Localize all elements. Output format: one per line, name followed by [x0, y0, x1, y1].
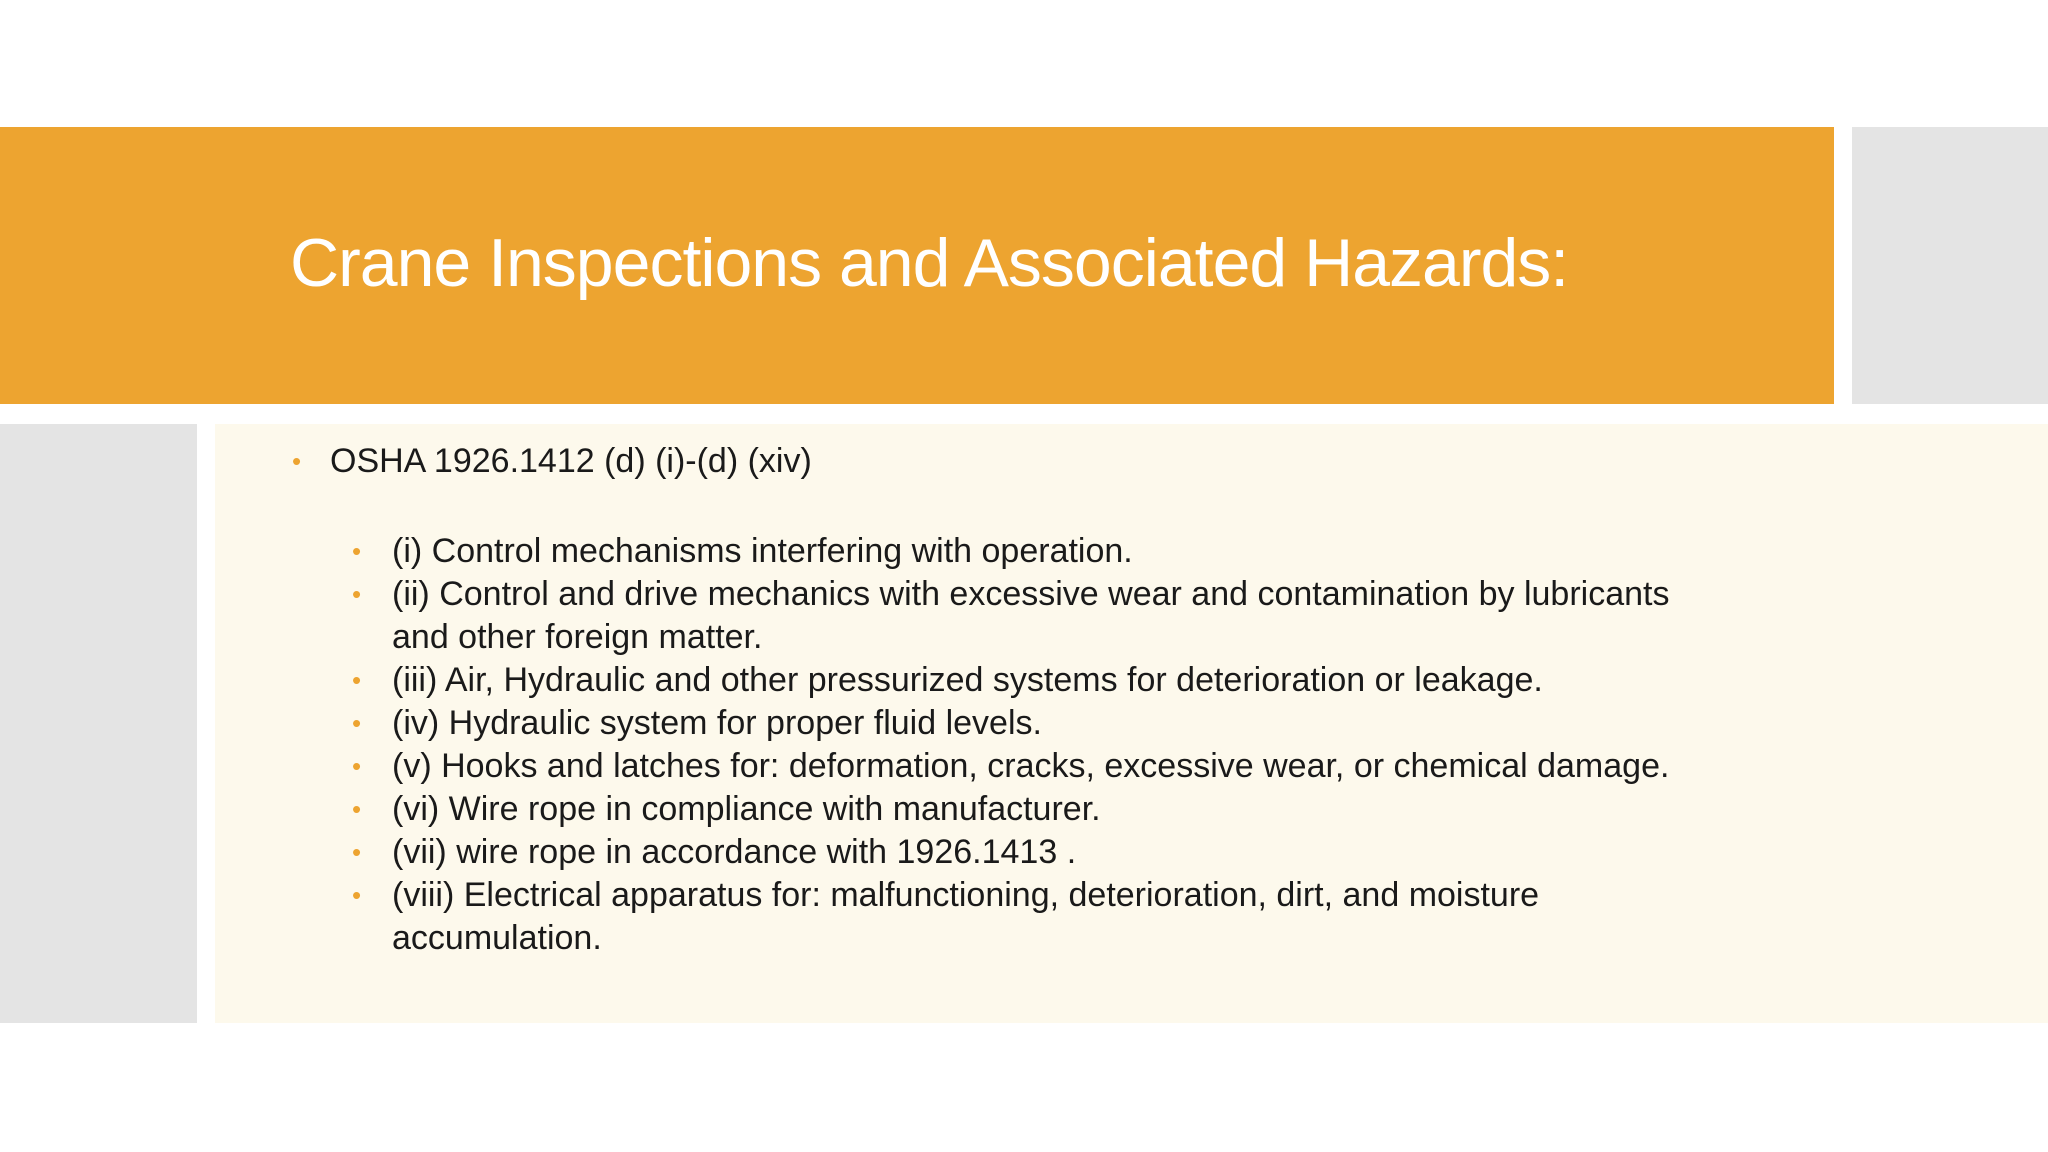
sub-bullet-text: (vi) Wire rope in compliance with manufacturer. — [392, 790, 1101, 828]
bullet-icon: • — [352, 708, 362, 738]
sub-bullet-item — [352, 702, 1692, 745]
sub-bullet-text: (vii) wire rope in accordance with 1926.1413 . — [392, 833, 1077, 871]
sub-bullet-text: (viii) Electrical apparatus for: malfunctioning, deterioration, dirt, and moisture accumulation. — [392, 876, 1540, 957]
bullet-icon: • — [352, 794, 362, 824]
decorative-block-left — [0, 424, 197, 1023]
sub-bullet-item — [352, 745, 1692, 788]
sub-bullet-item — [352, 831, 1692, 874]
sub-bullet-item — [352, 573, 1692, 659]
sub-bullet-item — [352, 659, 1692, 702]
main-bullet-text: OSHA 1926.1412 (d) (i)-(d) (xiv) — [330, 442, 812, 480]
sub-bullet-text: (i) Control mechanisms interfering with operation. — [392, 532, 1133, 570]
sub-bullet-list — [352, 530, 1692, 960]
sub-bullet-text: (v) Hooks and latches for: deformation, cracks, excessive wear, or chemical damage. — [392, 747, 1670, 785]
sub-bullet-item — [352, 788, 1692, 831]
slide-title: Crane Inspections and Associated Hazards: — [290, 225, 1569, 301]
bullet-icon: • — [292, 446, 302, 476]
sub-bullet-text: (ii) Control and drive mechanics with excessive wear and contamination by lubricants and other foreign matter. — [392, 575, 1670, 656]
sub-bullet-item — [352, 530, 1692, 573]
bullet-icon: • — [352, 837, 362, 867]
main-bullet-item — [292, 440, 812, 483]
bullet-icon: • — [352, 536, 362, 566]
bullet-icon: • — [352, 880, 362, 910]
bullet-icon: • — [352, 579, 362, 609]
bullet-icon: • — [352, 751, 362, 781]
sub-bullet-text: (iv) Hydraulic system for proper fluid levels. — [392, 704, 1042, 742]
decorative-block-right — [1852, 127, 2048, 404]
sub-bullet-item — [352, 874, 1692, 960]
bullet-icon: • — [352, 665, 362, 695]
sub-bullet-text: (iii) Air, Hydraulic and other pressurized systems for deterioration or leakage. — [392, 661, 1543, 699]
